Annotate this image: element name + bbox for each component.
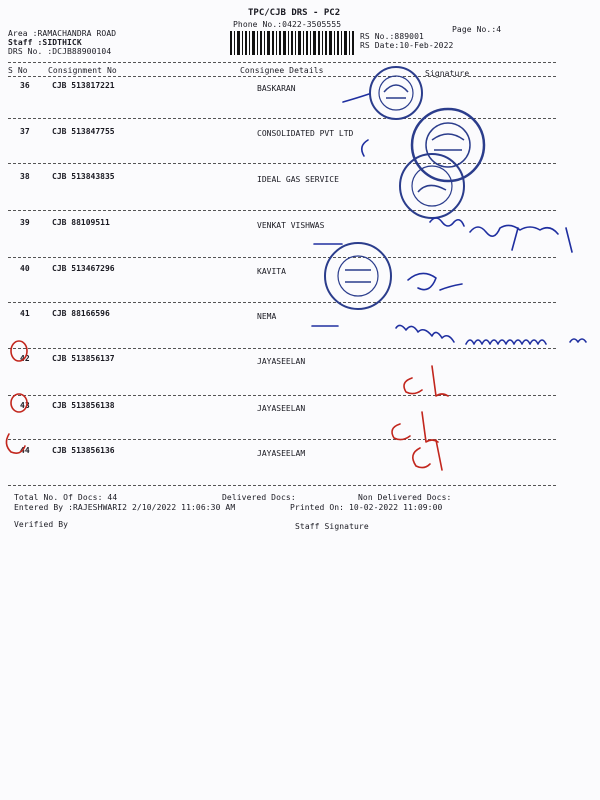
rs-number: RS No.:889001 (360, 32, 424, 41)
consignment-number: CJB 513847755 (52, 127, 115, 136)
consignment-number: CJB 513843835 (52, 172, 115, 181)
staff-field: Staff :SIDTHICK (8, 38, 82, 47)
row-number: 43 (20, 401, 30, 410)
consignment-number: CJB 513856138 (52, 401, 115, 410)
row-number: 36 (20, 81, 30, 90)
entered-by: Entered By :RAJESHWARI2 2/10/2022 11:06:30 AM (14, 503, 236, 512)
pen-mark (6, 341, 448, 470)
page-number: Page No.:4 (452, 25, 502, 34)
postal-stamp (412, 109, 484, 181)
total-docs: Total No. Of Docs: 44 (14, 493, 118, 502)
delivered-docs: Delivered Docs: (222, 493, 296, 502)
consignment-number: CJB 88109511 (52, 218, 110, 227)
column-sno: S No (8, 66, 28, 75)
consignment-number: CJB 88166596 (52, 309, 110, 318)
row-number: 40 (20, 264, 30, 273)
row-number: 39 (20, 218, 30, 227)
consignee-name: IDEAL GAS SERVICE (257, 175, 339, 184)
consignee-name: KAVITA (257, 267, 286, 276)
consignee-name: VENKAT VISHWAS (257, 221, 325, 230)
row-number: 42 (20, 354, 30, 363)
drs-number: DRS No. :DCJB88900104 (8, 47, 112, 56)
row-number: 38 (20, 172, 30, 181)
row-number: 37 (20, 127, 30, 136)
non-delivered-docs: Non Delivered Docs: (358, 493, 452, 502)
consignment-number: CJB 513856137 (52, 354, 115, 363)
printed-on: Printed On: 10-02-2022 11:09:00 (290, 503, 443, 512)
staff-signature-label: Staff Signature (295, 522, 369, 531)
postal-stamp (400, 154, 464, 218)
rs-date: RS Date:10-Feb-2022 (360, 41, 454, 50)
consignee-name: JAYASEELAM (257, 449, 306, 458)
area-field: Area :RAMACHANDRA ROAD (8, 29, 117, 38)
column-consignee: Consignee Details (240, 66, 324, 75)
column-consignment: Consignment No (48, 66, 117, 75)
consignee-name: JAYASEELAN (257, 404, 306, 413)
postal-stamp (325, 243, 391, 309)
consignee-name: NEMA (257, 312, 277, 321)
consignment-number: CJB 513817221 (52, 81, 115, 90)
phone-number: Phone No.:0422-3505555 (233, 20, 342, 29)
consignment-number: CJB 513467296 (52, 264, 115, 273)
consignment-number: CJB 513856136 (52, 446, 115, 455)
consignee-name: CONSOLIDATED PVT LTD (257, 129, 354, 138)
verified-by: Verified By (14, 520, 69, 529)
document-title: TPC/CJB DRS - PC2 (248, 8, 341, 18)
postal-stamp (370, 67, 422, 119)
consignee-name: BASKARAN (257, 84, 296, 93)
row-number: 41 (20, 309, 30, 318)
signature (312, 94, 586, 344)
consignee-name: JAYASEELAN (257, 357, 306, 366)
column-signature: Signature (425, 69, 470, 78)
row-number: 44 (20, 446, 30, 455)
